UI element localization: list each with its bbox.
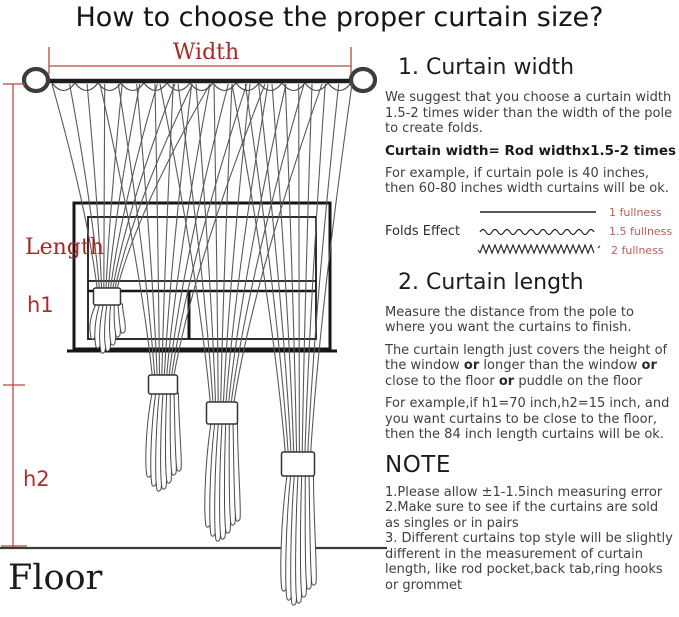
small-wave-line-icon <box>477 223 599 239</box>
folds-row-1-5-fullness <box>477 223 672 240</box>
curtain-fold-line <box>169 84 229 378</box>
page-title: How to choose the proper curtain size? <box>75 2 604 33</box>
text-part: close to the floor <box>385 373 499 389</box>
curtain-fold-line <box>106 84 122 291</box>
rod-ring-right <box>351 69 375 91</box>
section-heading-curtain-length: 2. Curtain length <box>398 269 584 295</box>
folds-row-2-fullness <box>477 242 672 259</box>
curtain-length-paragraph-1: Measure the distance from the pole to where you want the curtains to finish. <box>385 304 634 335</box>
curtain-fold-line <box>308 84 339 455</box>
curtain-fold-line <box>285 84 296 455</box>
curtain-tie-band <box>94 288 121 305</box>
curtain-fold-line <box>104 84 105 291</box>
curtain-panels <box>52 83 352 605</box>
note-item-1: 1.Please allow ±1-1.5inch measuring error <box>385 484 663 500</box>
h1-label: h1 <box>27 293 54 317</box>
note-heading: NOTE <box>385 451 451 478</box>
note-item-3: 3. Different curtains top style will be slightly different in the measurement of curtain length, like rod pocket,back tab,ring hooks or grommet <box>385 531 673 593</box>
curtain-length-example: For example,if h1=70 inch,h2=15 inch, and you want curtains to be close to the floor, then the 84 inch length curtains will be ok. <box>385 396 670 442</box>
bold-or: or <box>641 358 657 373</box>
curtain-tie-band <box>282 452 315 476</box>
curtain-width-example: For example, if curtain pole is 40 inches, then 60-80 inches width curtains will be ok. <box>385 165 669 196</box>
curtain-fold-line <box>272 84 294 455</box>
floor-label: Floor <box>8 558 103 598</box>
curtain-tie-band <box>207 402 238 424</box>
straight-line-icon <box>477 204 599 220</box>
text-part: longer than the window <box>479 358 642 373</box>
zigzag-line-icon <box>477 242 601 258</box>
length-label: Length <box>25 235 104 260</box>
fullness-label: 2 fullness <box>611 243 664 257</box>
rod-ring-left <box>24 69 48 91</box>
bold-or: or <box>463 358 480 373</box>
h2-label: h2 <box>23 467 50 491</box>
folds-effect-rows <box>477 204 672 259</box>
folds-effect-label: Folds Effect <box>385 223 461 239</box>
curtain-fold-line <box>228 84 286 405</box>
section-heading-curtain-width: 1. Curtain width <box>398 55 575 80</box>
curtain-width-formula: Curtain width= Rod widthx1.5-2 times <box>385 142 677 159</box>
curtain-length-paragraph-2 <box>385 343 677 390</box>
curtain-fold-line <box>160 84 211 405</box>
curtain-width-paragraph: We suggest that you choose a curtain width 1.5-2 times wider than the width of the pole to create folds. <box>385 90 673 136</box>
text-part: puddle on the floor <box>514 373 643 389</box>
bold-or: or <box>498 373 515 389</box>
curtain-fold-line <box>299 84 300 455</box>
text-part: The curtain length just covers the height of the window <box>385 342 668 373</box>
curtain-fold-line <box>245 84 288 455</box>
width-label: Width <box>172 40 240 65</box>
note-item-2: 2.Make sure to see if the curtains are sold as singles or in pairs <box>385 500 659 531</box>
fullness-label: 1.5 fullness <box>609 224 673 238</box>
folds-effect-block <box>385 204 677 259</box>
folds-row-1-fullness <box>477 204 672 221</box>
fullness-label: 1 fullness <box>609 205 662 219</box>
curtain-tie-band <box>149 375 178 394</box>
instructions-column <box>385 44 677 593</box>
curtain-pleat-heads <box>52 83 351 91</box>
